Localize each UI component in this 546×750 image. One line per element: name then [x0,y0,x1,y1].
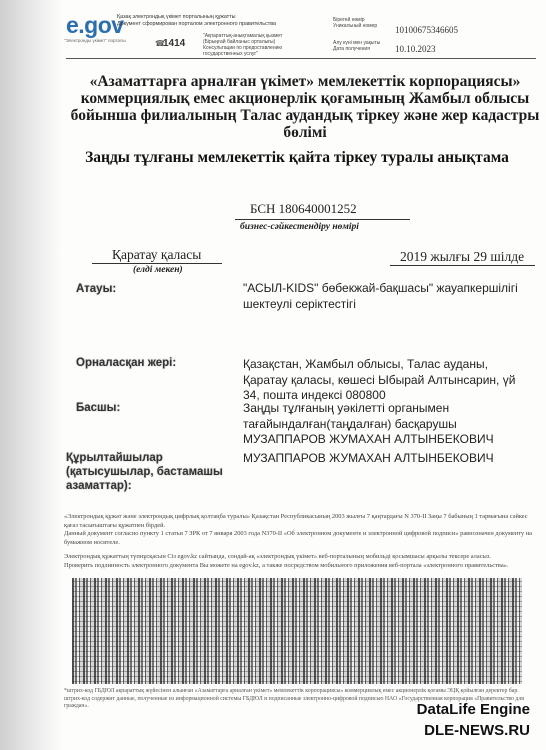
doc-number: 10100675346605 [395,25,458,35]
legal-line: «Электрондық құжат және электрондық цифрлық қолтаңба туралы» Қазақстан Республикасының 2003 жылғы 7 қаңтардағы N 370-II Заңы 7 бабының 1 тармағына сәйкес қағаз тасығыштағы құжатпен бірдей. [64,513,528,529]
watermark-line2: DLE-NEWS.RU [424,722,530,739]
field-label-name: Атауы: [76,283,117,295]
scan-edge-shadow [0,0,62,750]
legal-notice [64,513,534,570]
field-value-head: Заңды тұлғаның уәкілетті органымен тағайындалған(таңдалған) басқарушы МУЗАППАРОВ ЖУМАХАН АЛТЫНБЕКОВИЧ [243,401,494,446]
document-title: Заңды тұлғаны мемлекеттік қайта тіркеу туралы анықтама [85,149,509,166]
header-divider [66,58,536,59]
logo-subtext: "Электронды үкімет" порталы [64,38,126,43]
bsn-underline [235,219,410,220]
registration-date: 2019 жылғы 29 шілде [400,249,525,264]
settlement-caption: (елді мекен) [133,265,183,275]
legal-line: Электрондық құжаттың түпнұсқасын Сіз egov.kz сайтында, сондай-ақ «электрондық үкімет» веб-порталының мобильді қосымшасы арқылы тексере аласыз. [64,553,491,560]
qr-barcode-strip [72,578,522,684]
legal-line: Проверить подлинность электронного документа Вы можете на egov.kz, а также посредством мобильного приложения веб-портала «электронного правительства». [64,561,509,569]
bsn-caption: бизнес-сәйкестендіру нөмірі [240,222,359,232]
footer-line: *штрих-код ГБДЮЛ ақпараттық жүйесінен алынған «Азаматтарға арналған үкімет» мемлекеттік корпорациясы» коммерциялық емес акционерлік қоғамы ЭЦҚ қойылған деректер бар. [64,688,519,694]
contact-center: "Ақпараттық-анықтамалық қызмет (Бірыңғай байланыс орталығы) Консультации по предоставлению государственных услуг" [203,33,283,57]
field-label-location: Орналасқан жері: [76,357,177,369]
field-label-head: Басшы: [76,402,121,414]
legal-line: Данный документ согласно пункту 1 статьи 7 ЗРК от 7 января 2003 года N370-II «Об электронном документе и электронной цифровой подписи» равнозначен документу на бумажном носителе. [64,530,533,546]
egov-logo: e.gov [66,12,124,38]
settlement-underline [92,263,222,264]
field-label-founders: Құрылтайшылар (қатысушылар, бастамашы азаматтар): [66,452,223,492]
phone-icon: ☎ [155,39,165,48]
footer-line: штрих-код содержит данные, полученные из информационной системы ГБДЮЛ и подписанные электронно-цифровой подписью НАО «Государственная корпорация «Правительство для граждан». [64,695,524,709]
doc-date: 10.10.2023 [395,44,436,54]
phone-number: 1414 [163,38,186,49]
field-value-founders: МУЗАППАРОВ ЖУМАХАН АЛТЫНБЕКОВИЧ [243,451,494,465]
bsn-number: БСН 180640001252 [250,201,357,216]
organization-name: «Азаматтарға арналған үкімет» мемлекеттік корпорациясы» коммерциялық емес акционерлік қоғамының Жамбыл облысы бойынша филиалының Талас аудандық тіркеу және жер кадастры бөлімі [70,73,540,141]
field-value-name: "АСЫЛ-KIDS" бөбекжай-бақшасы" жауапкершілігі шектеулі серіктестігі [243,281,518,311]
field-value-location: Қазақстан, Жамбыл облысы, Талас ауданы, Қаратау қаласы, көшесі Ыбырай Алтынсарин, үй 34, пошта индексі 080800 [243,357,516,402]
watermark-line1: DataLife Engine [416,701,530,718]
date-underline [390,265,535,266]
doc-number-label: Бірегей нөмір Уникальный номер [333,17,378,29]
settlement: Қаратау қаласы [112,247,202,262]
doc-date-label: Алу күні мен уақыты Дата получения [333,40,381,52]
portal-title: Қазақ электрондық үкімет порталының құжатты Документ сформирован порталом электронного правительства [117,14,277,27]
